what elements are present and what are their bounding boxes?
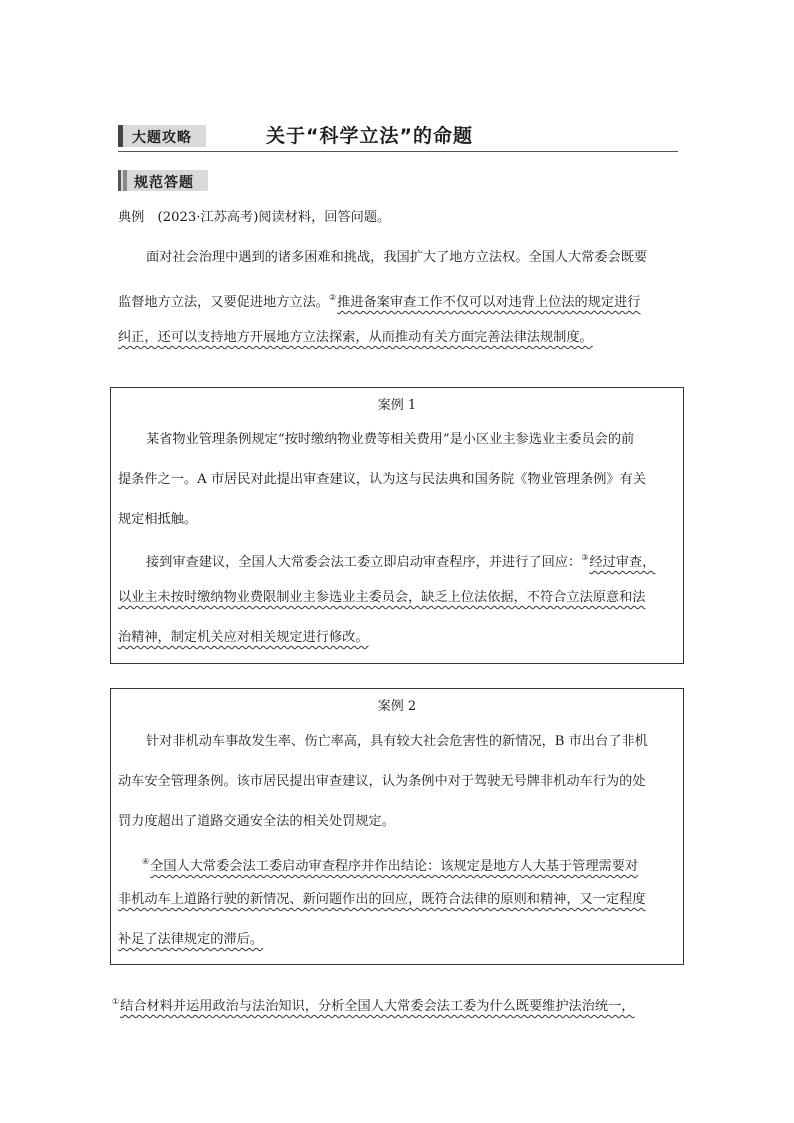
example-paragraph-line: 面对社会治理中遇到的诸多困难和挑战，我国扩大了地方立法权。全国人大常委会既要 [146, 250, 648, 265]
example-paragraph-line [118, 328, 593, 348]
underlined-text: 经过审查， [589, 555, 656, 570]
case-2-line: 动车安全管理条例。该市居民提出审查建议，认为条例中对于驾驶无号牌非机动车行为的处 [118, 774, 646, 789]
section-tag-label: 规范答题 [134, 175, 194, 191]
page-title: 关于“科学立法”的命题 [266, 125, 473, 147]
text-span: 监督地方立法，又要促进地方立法。 [118, 295, 329, 310]
case-1-line: 某省物业管理条例规定“按时缴纳物业费等相关费用”是小区业主参选业主委员会的前 [146, 432, 635, 447]
header-bar [118, 121, 678, 152]
underlined-text: 治精神，制定机关应对相关规定进行修改。 [118, 630, 369, 645]
underlined-text: 补足了法律规定的滞后。 [118, 932, 264, 947]
section-tag-bar [118, 170, 121, 191]
underlined-text: 非机动车上道路行驶的新情况、新问题作出的回应，既符合法律的原则和精神，又一定程度 [118, 892, 646, 907]
case-2-line: 针对非机动车事故发生率、伤亡率高，具有较大社会危害性的新情况，B 市出台了非机 [146, 734, 648, 749]
question-line [112, 992, 634, 1017]
case-1-line [118, 628, 369, 648]
example-paragraph-line [118, 288, 640, 313]
underlined-text: 推进备案审查工作不仅可以对违背上位法的规定进行 [337, 295, 641, 310]
header-tag-label: 大题攻略 [132, 130, 192, 146]
case-1-line [146, 548, 655, 573]
underlined-text: 纠正，还可以支持地方开展地方立法探索，从而推动有关方面完善法律法规制度。 [118, 330, 593, 345]
case-1-line [118, 588, 646, 608]
underlined-text: 以业主未按时缴纳物业费限制业主参选业主委员会，缺乏上位法依据，不符合立法原意和法 [118, 590, 646, 605]
case-2-line [142, 852, 638, 877]
case-2-line: 罚力度超出了道路交通安全法的相关处罚规定。 [118, 814, 395, 829]
marker-4: ④ [142, 857, 150, 866]
section-tag [118, 170, 208, 191]
case-2-line [118, 890, 646, 910]
question-text: 结合材料并运用政治与法治知识，分析全国人大常委会法工委为什么既要维护法治统一， [120, 999, 635, 1014]
tag-bar [118, 125, 123, 147]
underlined-text: 全国人大常委会法工委启动审查程序并作出结论：该规定是地方人大基于管理需要对 [150, 859, 639, 874]
case-1-title: 案例 1 [377, 398, 417, 413]
marker-3: ③ [581, 553, 589, 562]
marker-1: ① [112, 997, 120, 1006]
case-1-line: 提条件之一。A 市居民对此提出审查建议，认为这与民法典和国务院《物业管理条例》有关 [118, 472, 647, 487]
case-2-title: 案例 2 [377, 699, 417, 714]
marker-2: ② [329, 293, 337, 302]
header-tag [118, 125, 206, 147]
case-1-line: 规定相抵触。 [118, 512, 198, 527]
section-tag-bar-light [123, 170, 127, 191]
case-2-line [118, 930, 263, 950]
example-intro: 典例 (2023·江苏高考)阅读材料，回答问题。 [118, 210, 391, 225]
text-span: 接到审查建议，全国人大常委会法工委立即启动审查程序，并进行了回应： [146, 555, 582, 570]
